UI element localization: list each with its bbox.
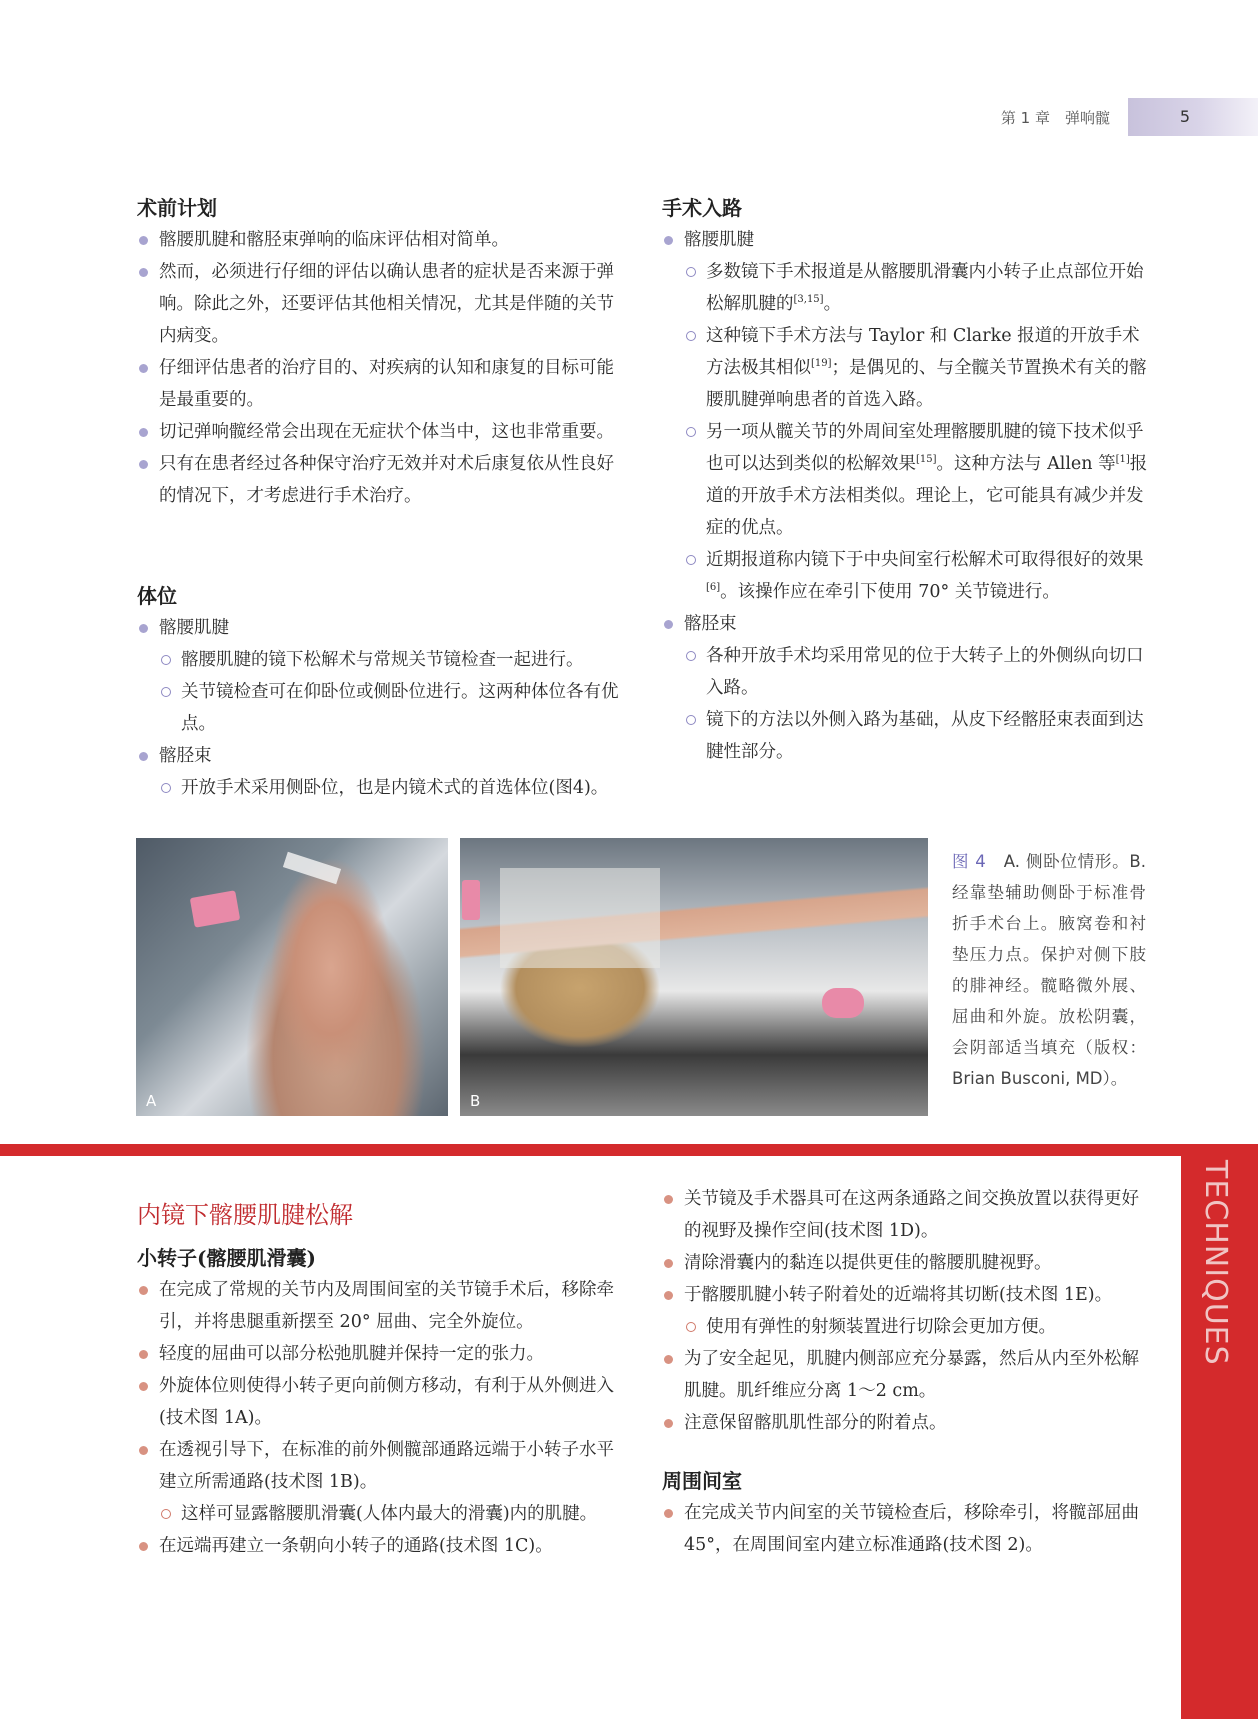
list-item <box>137 612 627 740</box>
sub-list-item: 多数镜下手术报道是从髂腰肌滑囊内小转子止点部位开始松解肌腱的[3,15]。 <box>684 256 1152 320</box>
sub-list-item: 这种镜下手术方法与 Taylor 和 Clarke 报道的开放手术方法极其相似[19]；是偶见的、与全髋关节置换术有关的髂腰肌腱弹响患者的首选入路。 <box>684 320 1152 416</box>
label-strip-shape <box>283 852 341 885</box>
list-item: 外旋体位则使得小转子更向前侧方移动，有利于从外侧进入(技术图 1A)。 <box>137 1370 627 1434</box>
running-header-chapter: 第 1 章 弹响髋 <box>1000 109 1110 127</box>
sub-list-item: 使用有弹性的射频装置进行切除会更加方便。 <box>684 1311 1152 1343</box>
list-item: 注意保留髂肌肌性部分的附着点。 <box>662 1407 1152 1439</box>
list-item: 在远端再建立一条朝向小转子的通路(技术图 1C)。 <box>137 1530 627 1562</box>
list-item: 然而，必须进行仔细的评估以确认患者的症状是否来源于弹响。除此之外，还要评估其他相关情况，尤其是伴随的关节内病变。 <box>137 256 627 352</box>
sub-list-item: 各种开放手术均采用常见的位于大转子上的外侧纵向切口入路。 <box>684 640 1152 704</box>
list-item: 髂腰肌腱和髂胫束弹响的临床评估相对简单。 <box>137 224 627 256</box>
list-item-text: 于髂腰肌腱小转子附着处的近端将其切断(技术图 1E)。 <box>684 1285 1113 1305</box>
sub-list-item: 另一项从髋关节的外周间室处理髂腰肌腱的镜下技术似乎也可以达到类似的松解效果[15]。这种方法与 Allen 等[1]报道的开放手术方法相类似。理论上，它可能具有减少并发症的优点。 <box>684 416 1152 544</box>
approach-list <box>662 224 1152 768</box>
list-item: 轻度的屈曲可以部分松弛肌腱并保持一定的张力。 <box>137 1338 627 1370</box>
list-item: 清除滑囊内的黏连以提供更佳的髂腰肌腱视野。 <box>662 1247 1152 1279</box>
techniques-tab-label: TECHNIQUES <box>1198 1160 1233 1366</box>
sub-list <box>684 640 1152 768</box>
list-item: 仔细评估患者的治疗目的、对疾病的认知和康复的目标可能是最重要的。 <box>137 352 627 416</box>
figure-4b-photo <box>460 838 928 1116</box>
sub-list <box>684 256 1152 608</box>
positioning-heading: 体位 <box>137 584 177 608</box>
techniques-tab-label-wrap <box>1181 1160 1258 1390</box>
pink-pad-shape <box>462 880 480 920</box>
techniques-list <box>137 1274 627 1562</box>
figure-label-a: A <box>146 1092 157 1110</box>
techniques-left-column <box>137 1198 627 1562</box>
positioning-section <box>137 582 627 804</box>
caption-text: A. 侧卧位情形。B. 经靠垫辅助侧卧于标准骨折手术台上。腋窝卷和衬垫压力点。保护对侧下肢的腓神经。髋略微外展、屈曲和外旋。放松阴囊，会阴部适当填充（版权：Brian Busconi, MD）。 <box>952 852 1146 1088</box>
citation: [6] <box>706 582 721 594</box>
figure-4-caption <box>952 846 1146 1094</box>
citation: [15] <box>916 454 937 466</box>
sub-list-item: 开放手术采用侧卧位，也是内镜术式的首选体位(图4)。 <box>159 772 627 804</box>
pink-pad-shape <box>190 890 241 928</box>
pink-pad-shape <box>822 988 864 1018</box>
surgical-approach-section <box>662 194 1152 768</box>
techniques-right-column <box>662 1183 1152 1561</box>
list-item: 在完成关节内间室的关节镜检查后，移除牵引，将髋部屈曲 45°，在周围间室内建立标准通路(技术图 2)。 <box>662 1497 1152 1561</box>
preop-list <box>137 224 627 512</box>
sub-list <box>159 1498 627 1530</box>
lesser-trochanter-heading: 小转子(髂腰肌滑囊) <box>137 1246 316 1270</box>
figure-4a-photo <box>136 838 448 1116</box>
list-item-text: 髂胫束 <box>159 746 212 766</box>
list-item: 只有在患者经过各种保守治疗无效并对术后康复依从性良好的情况下，才考虑进行手术治疗。 <box>137 448 627 512</box>
list-item <box>137 740 627 804</box>
positioning-list <box>137 612 627 804</box>
list-item <box>662 224 1152 608</box>
sub-list <box>684 1311 1152 1343</box>
sub-list <box>159 772 627 804</box>
preop-heading: 术前计划 <box>137 196 217 220</box>
list-item: 切记弹响髋经常会出现在无症状个体当中，这也非常重要。 <box>137 416 627 448</box>
list-item <box>662 1279 1152 1343</box>
figure-label-b: B <box>470 1092 481 1110</box>
page-number: 5 <box>1179 107 1191 126</box>
techniques-title: 内镜下髂腰肌腱松解 <box>137 1201 353 1229</box>
sub-list-item: 髂腰肌腱的镜下松解术与常规关节镜检查一起进行。 <box>159 644 627 676</box>
citation: [19] <box>811 358 832 370</box>
peripheral-heading: 周围间室 <box>662 1469 742 1493</box>
list-item <box>662 608 1152 768</box>
drape-shape <box>500 868 660 968</box>
citation: [1] <box>1115 454 1130 466</box>
list-item: 为了安全起见，肌腱内侧部应充分暴露，然后从内至外松解肌腱。肌纤维应分离 1～2 cm。 <box>662 1343 1152 1407</box>
preop-planning-section <box>137 194 627 512</box>
techniques-list <box>662 1183 1152 1439</box>
list-item-text: 髂腰肌腱 <box>159 618 229 638</box>
peripheral-list <box>662 1497 1152 1561</box>
list-item <box>137 1434 627 1530</box>
list-item: 关节镜及手术器具可在这两条通路之间交换放置以获得更好的视野及操作空间(技术图 1D)。 <box>662 1183 1152 1247</box>
list-item-text: 在透视引导下，在标准的前外侧髋部通路远端于小转子水平建立所需通路(技术图 1B)。 <box>159 1440 614 1492</box>
citation: [3,15] <box>793 294 824 306</box>
sub-list-item: 镜下的方法以外侧入路为基础，从皮下经髂胫束表面到达腱性部分。 <box>684 704 1152 768</box>
sub-list-item: 这样可显露髂腰肌滑囊(人体内最大的滑囊)内的肌腱。 <box>159 1498 627 1530</box>
sub-list-item: 关节镜检查可在仰卧位或侧卧位进行。这两种体位各有优点。 <box>159 676 627 740</box>
sub-list-item: 近期报道称内镜下于中央间室行松解术可取得很好的效果[6]。该操作应在牵引下使用 70° 关节镜进行。 <box>684 544 1152 608</box>
list-item-text: 髂腰肌腱 <box>684 230 754 250</box>
figure-number: 图 4 <box>952 852 986 871</box>
techniques-band <box>0 1144 1258 1156</box>
list-item: 在完成了常规的关节内及周围间室的关节镜手术后，移除牵引，并将患腿重新摆至 20° 屈曲、完全外旋位。 <box>137 1274 627 1338</box>
approach-heading: 手术入路 <box>662 196 742 220</box>
list-item-text: 髂胫束 <box>684 614 737 634</box>
sub-list <box>159 644 627 740</box>
